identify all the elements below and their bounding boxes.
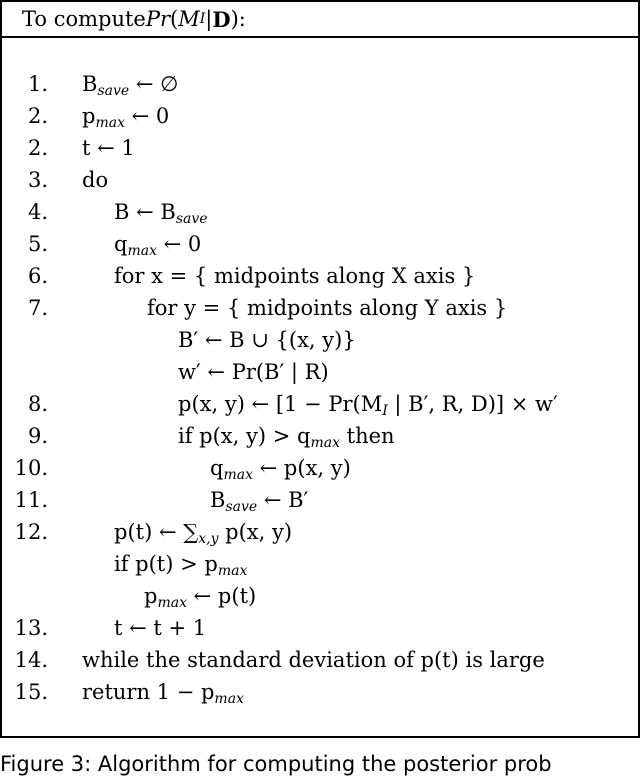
line-rest: ← 0 — [156, 232, 202, 256]
line-text: if p(x, y) > q — [178, 424, 311, 448]
line-subscript: max — [217, 563, 248, 579]
header-func: Pr — [145, 7, 171, 31]
algorithm-line — [2, 452, 638, 484]
figure-caption: Figure 3: Algorithm for computing the posterior prob — [0, 752, 552, 776]
line-number: 7. — [27, 296, 48, 320]
algorithm-line — [2, 292, 638, 324]
line-code — [82, 164, 108, 196]
algorithm-line — [2, 644, 638, 676]
line-number: 8. — [27, 392, 48, 416]
line-number: 9. — [27, 424, 48, 448]
line-text: return 1 − p — [82, 680, 215, 704]
algorithm-line — [2, 548, 638, 580]
algorithm-line — [2, 228, 638, 260]
line-text: p(t) ← ∑ — [114, 520, 199, 544]
line-code — [114, 516, 292, 548]
algorithm-line — [2, 324, 638, 356]
line-number: 14. — [14, 648, 48, 672]
line-text: if p(t) > p — [114, 552, 218, 576]
line-code — [82, 68, 178, 100]
line-code — [82, 132, 135, 164]
line-code — [210, 452, 351, 484]
line-code — [178, 420, 395, 452]
line-text: p(x, y) ← [1 − Pr(M — [178, 392, 383, 416]
line-code — [114, 196, 208, 228]
line-subscript: max — [95, 115, 125, 131]
line-subscript: max — [310, 435, 340, 451]
algorithm-line — [2, 516, 638, 548]
line-code — [114, 228, 201, 260]
line-text: B — [82, 72, 98, 96]
header-m: M — [178, 7, 200, 31]
line-code — [82, 100, 169, 132]
line-subscript: save — [175, 211, 208, 227]
line-code — [210, 484, 308, 516]
line-rest: then — [339, 424, 395, 448]
line-rest: p(x, y) — [218, 520, 293, 544]
line-text: q — [114, 232, 128, 256]
line-text: for y = { midpoints along Y axis } — [147, 296, 508, 320]
line-number: 11. — [14, 488, 48, 512]
header-bar: | — [205, 7, 213, 31]
algorithm-header: To compute Pr ( M I | D ): — [2, 2, 638, 38]
line-subscript: max — [157, 595, 187, 611]
line-subscript: I — [382, 403, 388, 419]
line-rest: ← 0 — [124, 104, 170, 128]
line-number: 13. — [14, 616, 48, 640]
line-text: t ← t + 1 — [114, 616, 207, 640]
line-text: do — [82, 168, 109, 192]
algorithm-line — [2, 100, 638, 132]
line-number: 10. — [14, 456, 48, 480]
header-prefix: To compute — [22, 7, 146, 31]
algorithm-line — [2, 260, 638, 292]
line-code — [144, 580, 256, 612]
header-d: D — [212, 6, 231, 32]
line-rest: | B′, R, D)] × w′ — [387, 392, 558, 416]
algorithm-line — [2, 676, 638, 708]
line-text: q — [210, 456, 224, 480]
line-number: 12. — [14, 520, 48, 544]
line-number: 1. — [27, 72, 48, 96]
line-number: 15. — [14, 680, 48, 704]
algorithm-line — [2, 164, 638, 196]
line-code — [82, 676, 244, 708]
line-number: 2. — [27, 104, 48, 128]
algorithm-body — [2, 38, 638, 708]
line-code — [178, 356, 329, 388]
line-rest: ← p(t) — [186, 584, 257, 608]
header-open: ( — [170, 7, 179, 31]
line-subscript: max — [223, 467, 253, 483]
algorithm-line — [2, 68, 638, 100]
line-number: 3. — [27, 168, 48, 192]
line-rest: ← B′ — [257, 488, 309, 512]
line-number: 5. — [27, 232, 48, 256]
line-code — [114, 612, 206, 644]
line-subscript: max — [214, 691, 244, 707]
header-close: ): — [230, 7, 246, 31]
line-number: 6. — [27, 264, 48, 288]
algorithm-line — [2, 580, 638, 612]
line-rest: ← ∅ — [129, 72, 179, 96]
algorithm-line — [2, 132, 638, 164]
line-subscript: max — [127, 243, 157, 259]
line-text: while the standard deviation of p(t) is large — [82, 648, 545, 672]
line-text: p — [82, 104, 96, 128]
line-subscript: save — [97, 83, 130, 99]
line-text: B′ ← B ∪ {(x, y)} — [178, 328, 356, 352]
line-code — [82, 644, 545, 676]
algorithm-line — [2, 420, 638, 452]
algorithm-line — [2, 196, 638, 228]
line-code — [178, 388, 558, 420]
line-code — [114, 548, 247, 580]
line-code — [114, 260, 475, 292]
line-rest: ← 1 — [90, 136, 135, 160]
line-text: for x = { midpoints along X axis } — [114, 264, 476, 288]
line-text: B — [210, 488, 226, 512]
line-code — [147, 292, 507, 324]
line-text: B ← B — [114, 200, 176, 224]
line-subscript: save — [225, 499, 258, 515]
line-number: 2. — [27, 136, 48, 160]
algorithm-line — [2, 612, 638, 644]
line-text: p — [144, 584, 158, 608]
line-text: w′ ← Pr(B′ | R) — [178, 360, 329, 384]
line-subscript: x,y — [198, 531, 219, 547]
line-rest: ← p(x, y) — [252, 456, 351, 480]
line-code — [178, 324, 356, 356]
line-text: t — [82, 136, 91, 160]
algorithm-line — [2, 356, 638, 388]
algorithm-line — [2, 388, 638, 420]
line-number: 4. — [27, 200, 48, 224]
algorithm-line — [2, 484, 638, 516]
